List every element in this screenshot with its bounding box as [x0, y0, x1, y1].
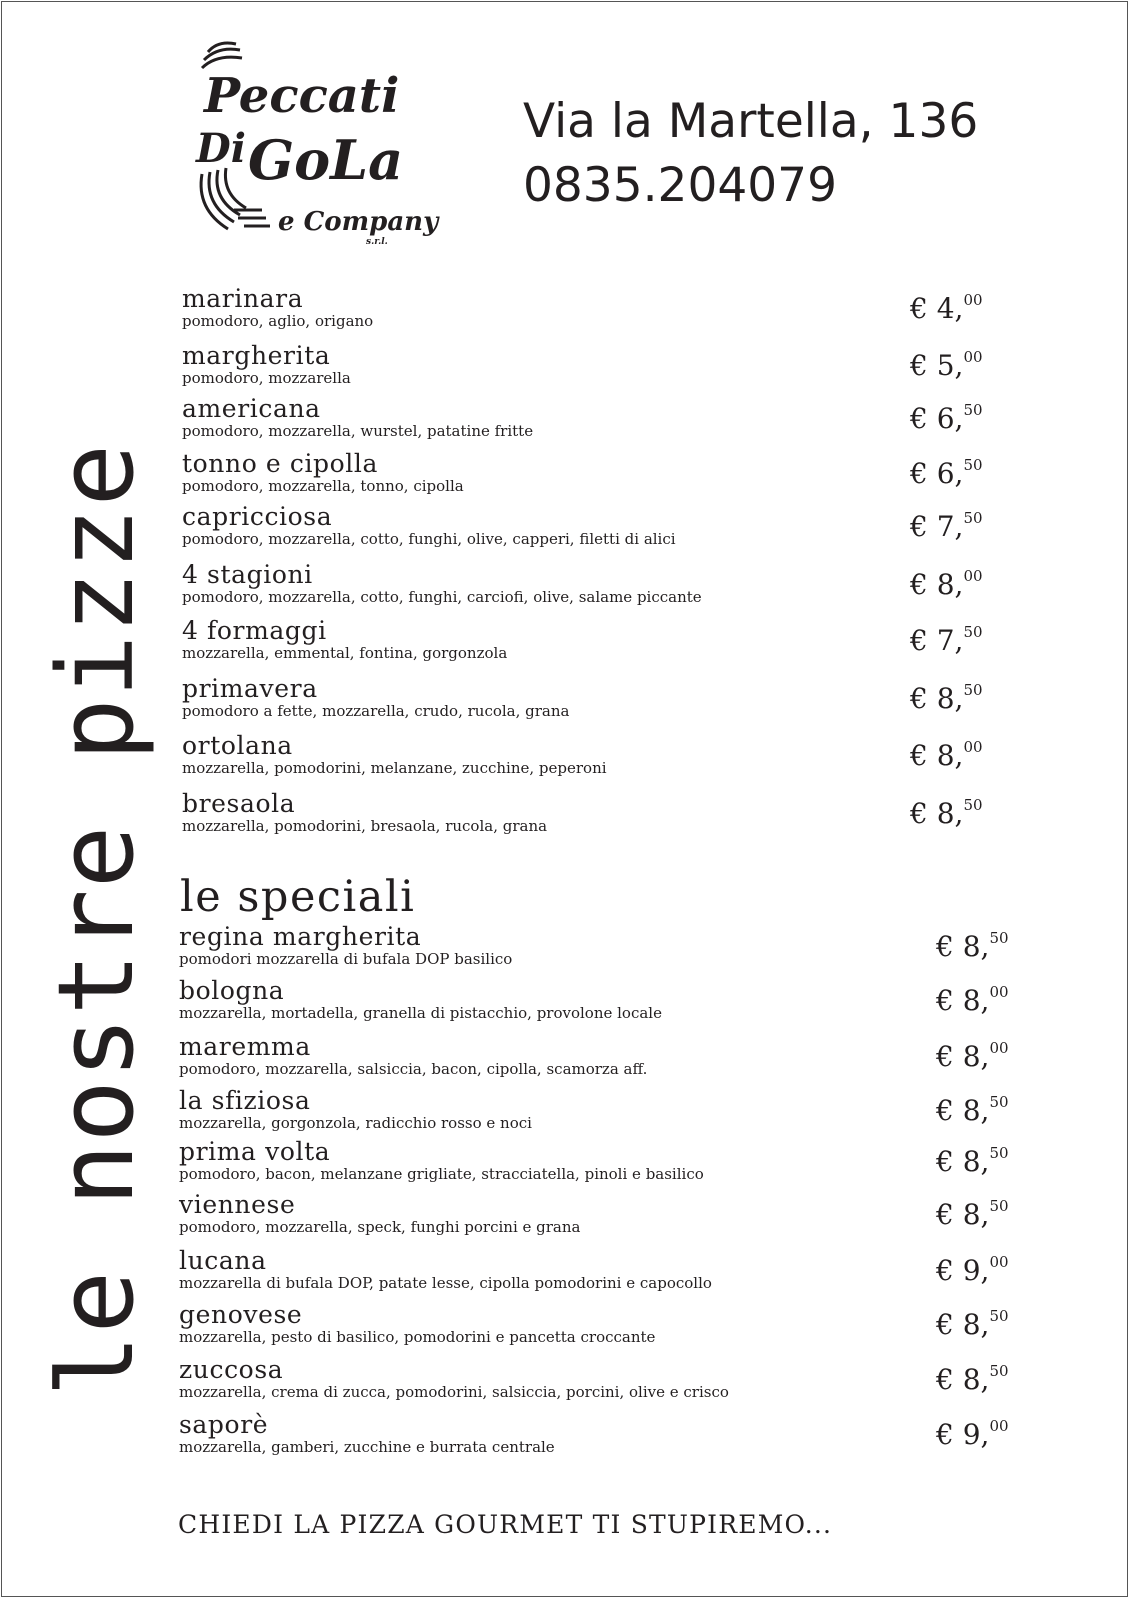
menu-item-description: pomodoro, mozzarella, wurstel, patatine fritte — [182, 422, 534, 440]
menu-item-price — [910, 341, 983, 382]
menu-item — [0, 284, 1131, 340]
menu-item-description: pomodoro, mozzarella, cotto, funghi, olive, capperi, filetti di alici — [182, 530, 676, 548]
price-integer: € 8, — [936, 930, 990, 963]
menu-item-description: pomodori mozzarella di bufala DOP basilico — [179, 950, 513, 968]
menu-item — [0, 1300, 1131, 1356]
phone-number: 0835.204079 — [523, 158, 837, 213]
menu-item-price — [910, 616, 983, 657]
menu-item-description: pomodoro, mozzarella, speck, funghi porcini e grana — [179, 1218, 581, 1236]
menu-item-description: pomodoro, bacon, melanzane grigliate, stracciatella, pinoli e basilico — [179, 1165, 704, 1183]
menu-item-name: 4 formaggi — [182, 616, 327, 645]
menu-item-name: margherita — [182, 341, 331, 370]
menu-item-name: viennese — [179, 1190, 296, 1219]
menu-item — [0, 789, 1131, 845]
menu-item-price — [910, 674, 983, 715]
menu-item-price — [910, 560, 983, 601]
menu-item-name: 4 stagioni — [182, 560, 313, 589]
menu-item — [0, 1137, 1131, 1193]
menu-item-name: americana — [182, 394, 321, 423]
menu-item-description: mozzarella, gamberi, zucchine e burrata centrale — [179, 1438, 555, 1456]
address-line: Via la Martella, 136 — [523, 94, 979, 149]
price-decimal: 00 — [989, 983, 1009, 1001]
price-integer: € 8, — [936, 1040, 990, 1073]
price-decimal: 50 — [989, 1307, 1009, 1325]
menu-item-price — [910, 449, 983, 490]
menu-item-description: mozzarella, gorgonzola, radicchio rosso e noci — [179, 1114, 532, 1132]
menu-item-price — [936, 1246, 1009, 1287]
menu-item-name: genovese — [179, 1300, 303, 1329]
menu-item-name: bresaola — [182, 789, 296, 818]
menu-item-price — [910, 731, 983, 772]
menu-item-name: bologna — [179, 976, 285, 1005]
price-decimal: 50 — [989, 929, 1009, 947]
menu-item-description: mozzarella, pomodorini, melanzane, zucchine, peperoni — [182, 759, 607, 777]
price-decimal: 00 — [963, 567, 983, 585]
price-decimal: 50 — [963, 401, 983, 419]
menu-item-name: prima volta — [179, 1137, 331, 1166]
menu-item-description: pomodoro, mozzarella — [182, 369, 351, 387]
menu-item-description: pomodoro, mozzarella, salsiccia, bacon, cipolla, scamorza aff. — [179, 1060, 648, 1078]
menu-item-description: pomodoro a fette, mozzarella, crudo, rucola, grana — [182, 702, 570, 720]
menu-item-name: maremma — [179, 1032, 311, 1061]
menu-item-description: mozzarella, pomodorini, bresaola, rucola, grana — [182, 817, 548, 835]
price-integer: € 9, — [936, 1418, 990, 1451]
menu-item — [0, 731, 1131, 787]
menu-item-name: marinara — [182, 284, 304, 313]
menu-item — [0, 1355, 1131, 1411]
menu-item-name: zuccosa — [179, 1355, 284, 1384]
price-decimal: 50 — [989, 1362, 1009, 1380]
footer-tagline: CHIEDI LA PIZZA GOURMET TI STUPIREMO... — [178, 1510, 833, 1539]
menu-item-price — [936, 976, 1009, 1017]
menu-item — [0, 674, 1131, 730]
menu-item — [0, 922, 1131, 978]
price-integer: € 7, — [910, 624, 964, 657]
price-integer: € 8, — [910, 797, 964, 830]
price-integer: € 8, — [936, 1145, 990, 1178]
menu-item-description: pomodoro, mozzarella, cotto, funghi, carciofi, olive, salame piccante — [182, 588, 702, 606]
menu-item-name: regina margherita — [179, 922, 422, 951]
menu-item-price — [936, 1137, 1009, 1178]
price-integer: € 8, — [936, 984, 990, 1017]
menu-item-price — [936, 1032, 1009, 1073]
menu-item-price — [936, 1355, 1009, 1396]
menu-item — [0, 616, 1131, 672]
price-decimal: 50 — [989, 1144, 1009, 1162]
price-integer: € 6, — [910, 402, 964, 435]
menu-item-description: mozzarella, mortadella, granella di pistacchio, provolone locale — [179, 1004, 662, 1022]
price-integer: € 8, — [910, 568, 964, 601]
side-title: le nostre pizze — [35, 442, 157, 1398]
price-integer: € 6, — [910, 457, 964, 490]
price-decimal: 50 — [963, 623, 983, 641]
menu-item — [0, 394, 1131, 450]
price-decimal: 50 — [963, 681, 983, 699]
menu-item-price — [910, 284, 983, 325]
menu-item-price — [936, 922, 1009, 963]
price-integer: € 8, — [910, 682, 964, 715]
price-decimal: 00 — [963, 291, 983, 309]
price-integer: € 7, — [910, 510, 964, 543]
menu-item — [0, 1246, 1131, 1302]
menu-item-description: mozzarella di bufala DOP, patate lesse, cipolla pomodorini e capocollo — [179, 1274, 712, 1292]
menu-item-price — [936, 1086, 1009, 1127]
menu-item — [0, 1032, 1131, 1088]
menu-item-price — [910, 789, 983, 830]
price-integer: € 4, — [910, 292, 964, 325]
svg-text:e Company: e Company — [278, 207, 439, 237]
menu-item-name: tonno e cipolla — [182, 449, 378, 478]
menu-item-price — [910, 394, 983, 435]
svg-text:Di: Di — [196, 125, 246, 172]
menu-item — [0, 449, 1131, 505]
price-integer: € 5, — [910, 349, 964, 382]
menu-item — [0, 976, 1131, 1032]
menu-item-name: la sfiziosa — [179, 1086, 311, 1115]
contact-block — [523, 90, 978, 218]
menu-item — [0, 560, 1131, 616]
price-decimal: 00 — [989, 1417, 1009, 1435]
menu-item-description: pomodoro, aglio, origano — [182, 312, 374, 330]
menu-item-price — [936, 1300, 1009, 1341]
peccati-di-gola-logo — [188, 34, 439, 249]
menu-item — [0, 1410, 1131, 1466]
menu-item-description: pomodoro, mozzarella, tonno, cipolla — [182, 477, 464, 495]
svg-text:GoLa: GoLa — [248, 128, 404, 192]
menu-item-price — [936, 1410, 1009, 1451]
price-decimal: 50 — [989, 1197, 1009, 1215]
price-decimal: 50 — [989, 1093, 1009, 1111]
price-integer: € 8, — [936, 1094, 990, 1127]
price-integer: € 9, — [936, 1254, 990, 1287]
menu-item-description: mozzarella, crema di zucca, pomodorini, salsiccia, porcini, olive e crisco — [179, 1383, 729, 1401]
svg-text:s.r.l.: s.r.l. — [366, 237, 388, 247]
menu-item — [0, 502, 1131, 558]
price-decimal: 50 — [963, 509, 983, 527]
price-integer: € 8, — [910, 739, 964, 772]
price-decimal: 50 — [963, 796, 983, 814]
menu-item — [0, 341, 1131, 397]
price-decimal: 00 — [963, 348, 983, 366]
price-integer: € 8, — [936, 1363, 990, 1396]
menu-item-price — [910, 502, 983, 543]
price-decimal: 00 — [989, 1253, 1009, 1271]
price-decimal: 00 — [989, 1039, 1009, 1057]
price-integer: € 8, — [936, 1198, 990, 1231]
menu-item-name: primavera — [182, 674, 318, 703]
menu-item — [0, 1190, 1131, 1246]
menu-item — [0, 1086, 1131, 1142]
menu-item-name: ortolana — [182, 731, 293, 760]
price-decimal: 00 — [963, 738, 983, 756]
svg-text:Peccati: Peccati — [204, 68, 400, 124]
section-title-speciali: le speciali — [180, 872, 416, 922]
price-decimal: 50 — [963, 456, 983, 474]
menu-item-name: lucana — [179, 1246, 267, 1275]
price-integer: € 8, — [936, 1308, 990, 1341]
menu-item-description: mozzarella, pesto di basilico, pomodorini e pancetta croccante — [179, 1328, 656, 1346]
menu-item-description: mozzarella, emmental, fontina, gorgonzola — [182, 644, 508, 662]
menu-item-price — [936, 1190, 1009, 1231]
menu-item-name: capricciosa — [182, 502, 333, 531]
menu-item-name: saporè — [179, 1410, 269, 1439]
